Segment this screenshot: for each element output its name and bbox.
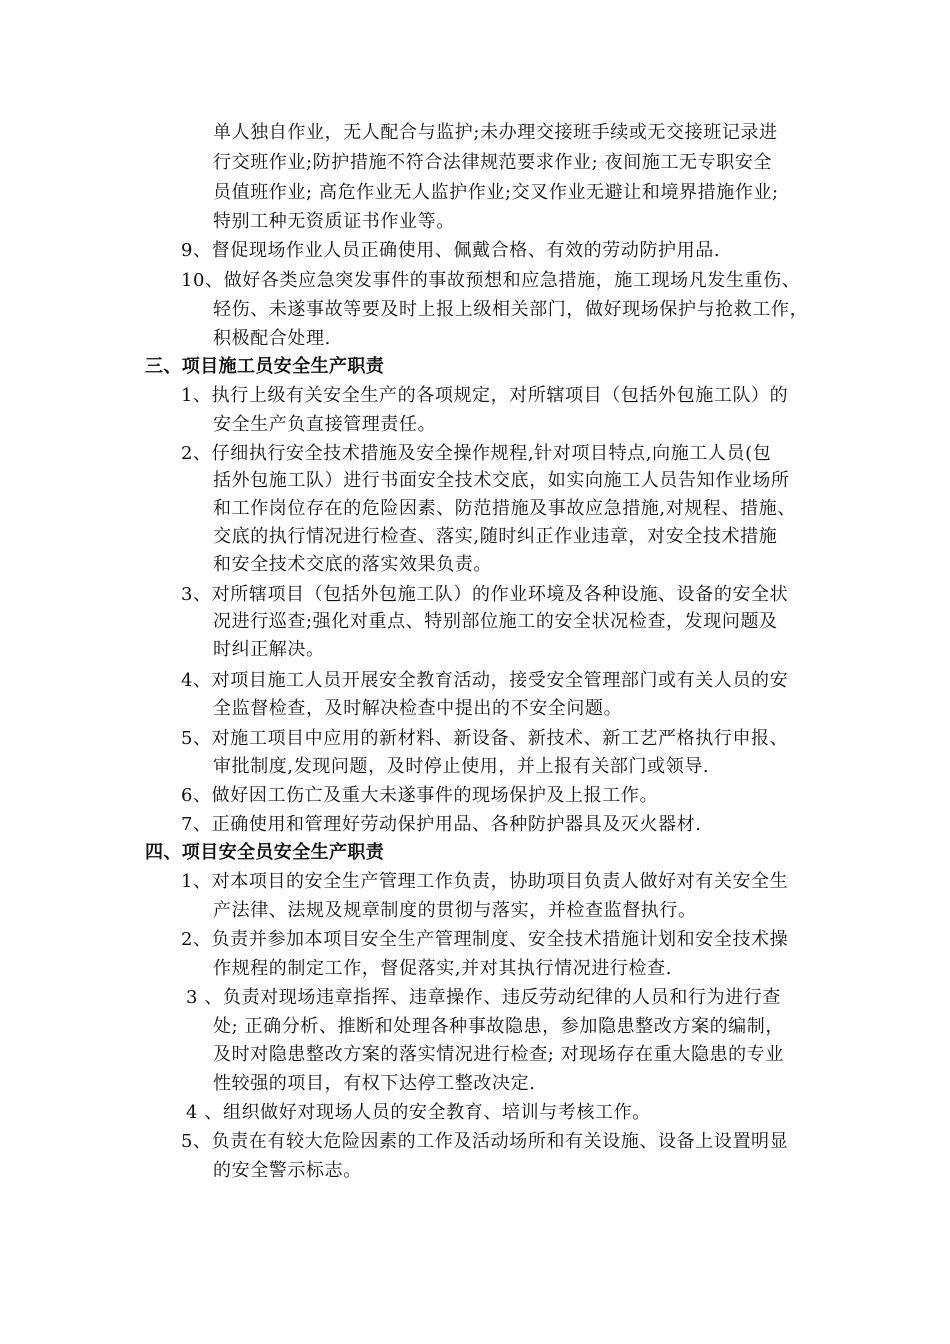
section-heading-3: 三、项目施工员安全生产职责 (145, 356, 385, 377)
text-line: 审批制度,发现问题，及时停止使用，并上报有关部门或领导. (213, 756, 710, 777)
text-line: 轻伤、未遂事故等要及时上报上级相关部门，做好现场保护与抢救工作， (213, 299, 809, 320)
list-item-4: 4 、组织做好对现场人员的安全教育、培训与考核工作。 (186, 1102, 651, 1123)
text-line: 安全生产负直接管理责任。 (213, 414, 437, 435)
text-line: 单人独自作业，无人配合与监护;未办理交接班手续或无交接班记录进 (213, 122, 778, 143)
text-line: 全监督检查，及时解决检查中提出的不安全问题。 (213, 698, 623, 719)
list-item-5: 5、对施工项目中应用的新材料、新设备、新技术、新工艺严格执行申报、 (181, 728, 789, 749)
text-line: 员值班作业; 高危作业无人监护作业;交叉作业无避让和境界措施作业; (213, 182, 779, 203)
list-item-3: 3 、负责对现场违章指挥、违章操作、违反劳动纪律的人员和行为进行查 (186, 987, 781, 1008)
list-item-5: 5、负责在有较大危险因素的工作及活动场所和有关设施、设备上设置明显 (181, 1131, 789, 1152)
text-line: 产法律、法规及规章制度的贯彻与落实，并检查监督执行。 (213, 900, 697, 921)
list-item-2: 2、仔细执行安全技术措施及安全操作规程,针对项目特点,向施工人员(包 (181, 443, 772, 464)
section-heading-4: 四、项目安全员安全生产职责 (145, 842, 385, 863)
list-item-10: 10、做好各类应急突发事件的事故预想和应急措施，施工现场凡发生重伤、 (181, 270, 801, 291)
list-item-4: 4、对项目施工人员开展安全教育活动，接受安全管理部门或有关人员的安 (181, 670, 789, 691)
text-line: 积极配合处理. (213, 328, 331, 349)
list-item-1: 1、对本项目的安全生产管理工作负责，协助项目负责人做好对有关安全生 (181, 871, 789, 892)
text-line: 交底的执行情况进行检查、落实,随时纠正作业违章，对安全技术措施 (213, 526, 778, 547)
text-line: 况进行巡查;强化对重点、特别部位施工的安全状况检查，发现问题及 (213, 611, 778, 632)
list-item-1: 1、执行上级有关安全生产的各项规定，对所辖项目（包括外包施工队）的 (181, 385, 789, 406)
list-item-3: 3、对所辖项目（包括外包施工队）的作业环境及各种设施、设备的安全状 (181, 584, 789, 605)
list-item-2: 2、负责并参加本项目安全生产管理制度、安全技术措施计划和安全技术操 (181, 929, 789, 950)
text-line: 括外包施工队）进行书面安全技术交底，如实向施工人员告知作业场所 (213, 470, 790, 491)
text-line: 性较强的项目，有权下达停工整改决定. (213, 1073, 536, 1094)
text-line: 作规程的制定工作，督促落实,并对其执行情况进行检查. (213, 958, 673, 979)
text-line: 及时对隐患整改方案的落实情况进行检查; 对现场存在重大隐患的专业 (213, 1044, 784, 1065)
text-line: 处; 正确分析、推断和处理各种事故隐患，参加隐患整改方案的编制， (213, 1016, 784, 1037)
list-item-9: 9、督促现场作业人员正确使用、佩戴合格、有效的劳动防护用品. (181, 240, 721, 261)
text-line: 特别工种无资质证书作业等。 (213, 211, 455, 232)
text-line: 时纠正解决。 (213, 639, 325, 660)
list-item-6: 6、做好因工伤亡及重大未遂事件的现场保护及上报工作。 (181, 785, 659, 806)
text-line: 的安全警示标志。 (213, 1160, 362, 1181)
list-item-7: 7、正确使用和管理好劳动保护用品、各种防护器具及灭火器材. (181, 814, 702, 835)
text-line: 行交班作业;防护措施不符合法律规范要求作业; 夜间施工无专职安全 (213, 152, 773, 173)
text-line: 和工作岗位存在的危险因素、防范措施及事故应急措施,对规程、措施、 (213, 498, 796, 519)
text-line: 和安全技术交底的落实效果负责。 (213, 554, 492, 575)
